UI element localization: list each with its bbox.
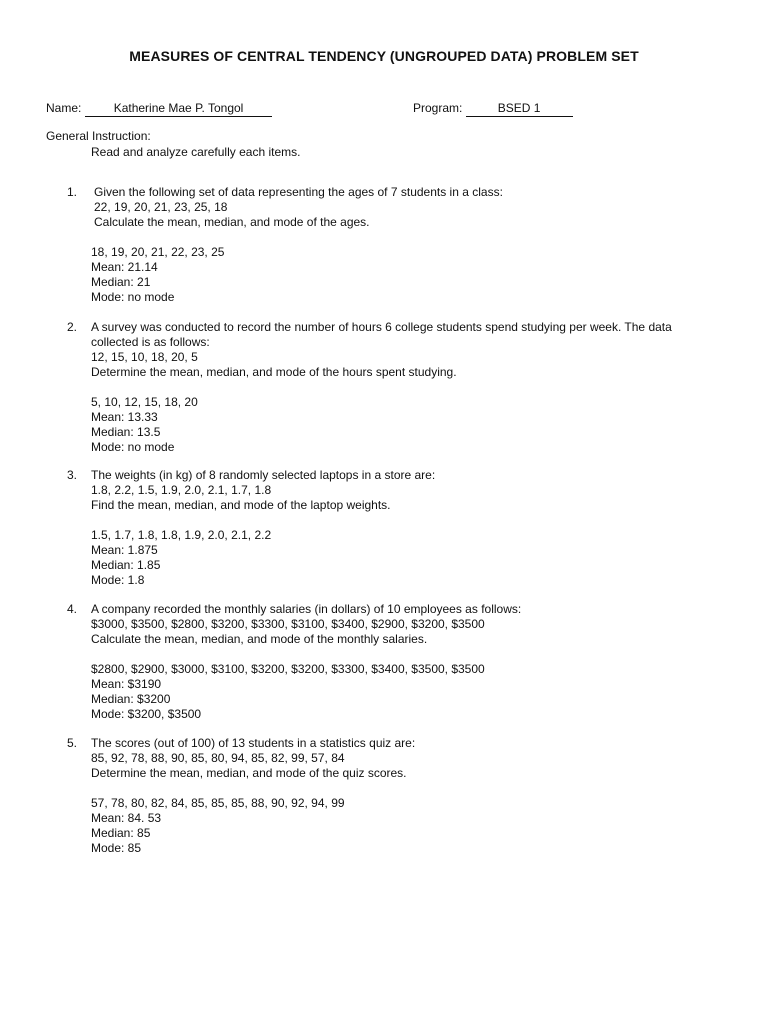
- median-answer: Median: 85: [91, 826, 151, 840]
- sorted-data: 57, 78, 80, 82, 84, 85, 85, 85, 88, 90, 92, 94, 99: [91, 796, 345, 810]
- mean-answer: Mean: 13.33: [91, 410, 158, 424]
- problem-task: Determine the mean, median, and mode of the hours spent studying.: [91, 365, 457, 379]
- mode-answer: Mode: $3200, $3500: [91, 707, 202, 721]
- problem-question: A company recorded the monthly salaries (in dollars) of 10 employees as follows:: [91, 602, 522, 616]
- sorted-data: 5, 10, 12, 15, 18, 20: [91, 395, 198, 409]
- median-answer: Median: 21: [91, 275, 151, 289]
- mean-answer: Mean: 1.875: [91, 543, 158, 557]
- sorted-data: 18, 19, 20, 21, 22, 23, 25: [91, 245, 225, 259]
- problem-data: $3000, $3500, $2800, $3200, $3300, $3100, $3400, $2900, $3200, $3500: [91, 617, 485, 631]
- problem-number: 3.: [67, 468, 78, 482]
- problem-question: The weights (in kg) of 8 randomly selected laptops in a store are:: [91, 468, 436, 482]
- mode-answer: Mode: no mode: [91, 440, 175, 454]
- mean-answer: Mean: $3190: [91, 677, 162, 691]
- general-instruction-text: Read and analyze carefully each items.: [91, 145, 301, 159]
- program-row: [413, 101, 573, 117]
- sorted-data: $2800, $2900, $3000, $3100, $3200, $3200, $3300, $3400, $3500, $3500: [91, 662, 485, 676]
- problem-number: 5.: [67, 736, 78, 750]
- mean-answer: Mean: 84. 53: [91, 811, 162, 825]
- problem-data: 22, 19, 20, 21, 23, 25, 18: [94, 200, 228, 214]
- page-title: MEASURES OF CENTRAL TENDENCY (UNGROUPED DATA) PROBLEM SET: [129, 48, 639, 64]
- general-instruction-label: General Instruction:: [46, 129, 151, 143]
- problem-task: Determine the mean, median, and mode of the quiz scores.: [91, 766, 407, 780]
- median-answer: Median: 1.85: [91, 558, 161, 572]
- mean-answer: Mean: 21.14: [91, 260, 158, 274]
- sorted-data: 1.5, 1.7, 1.8, 1.8, 1.9, 2.0, 2.1, 2.2: [91, 528, 272, 542]
- problem-question: The scores (out of 100) of 13 students in a statistics quiz are:: [91, 736, 416, 750]
- problem-data: 85, 92, 78, 88, 90, 85, 80, 94, 85, 82, 99, 57, 84: [91, 751, 345, 765]
- problem-data: 1.8, 2.2, 1.5, 1.9, 2.0, 2.1, 1.7, 1.8: [91, 483, 272, 497]
- problem-question: A survey was conducted to record the number of hours 6 college students spend studying per week. The data collected is as follows:: [91, 320, 672, 349]
- problem-task: Find the mean, median, and mode of the laptop weights.: [91, 498, 391, 512]
- name-value: Katherine Mae P. Tongol: [85, 101, 273, 117]
- mode-answer: Mode: 1.8: [91, 573, 145, 587]
- name-row: [46, 101, 272, 117]
- name-label: Name:: [46, 101, 82, 115]
- problem-task: Calculate the mean, median, and mode of the monthly salaries.: [91, 632, 428, 646]
- median-answer: Median: 13.5: [91, 425, 161, 439]
- program-label: Program:: [413, 101, 463, 115]
- mode-answer: Mode: no mode: [91, 290, 175, 304]
- mode-answer: Mode: 85: [91, 841, 142, 855]
- problem-number: 4.: [67, 602, 78, 616]
- program-value: BSED 1: [466, 101, 574, 117]
- problem-number: 1.: [67, 185, 78, 199]
- problem-question: Given the following set of data representing the ages of 7 students in a class:: [94, 185, 503, 199]
- problem-task: Calculate the mean, median, and mode of the ages.: [94, 215, 370, 229]
- problem-number: 2.: [67, 320, 78, 334]
- problem-data: 12, 15, 10, 18, 20, 5: [91, 350, 198, 364]
- median-answer: Median: $3200: [91, 692, 171, 706]
